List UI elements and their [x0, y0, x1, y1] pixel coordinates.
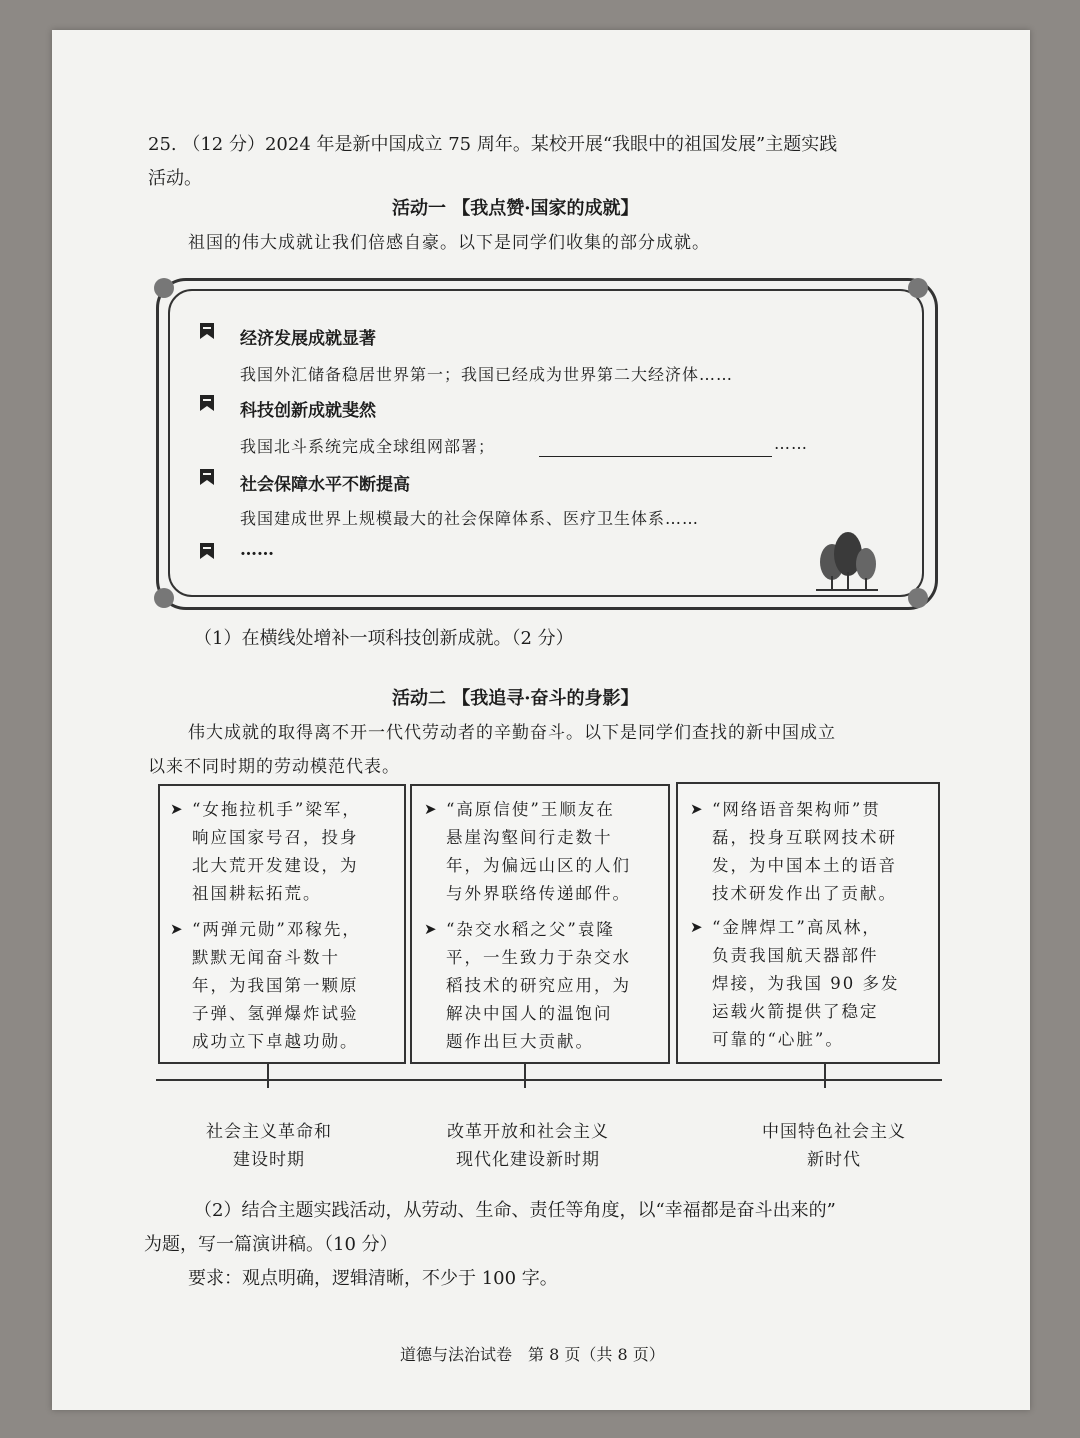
bookmark-icon: [198, 468, 216, 486]
period-label: 改革开放和社会主义 现代化建设新时期: [447, 1122, 609, 1170]
question-line-2: 活动。: [148, 168, 202, 189]
achievement-title: 经济发展成就显著: [240, 329, 376, 349]
exam-paper: [52, 30, 1030, 1410]
activity2-intro-line-2: 以来不同时期的劳动模范代表。: [148, 757, 400, 777]
achievement-text-ellipsis: ……: [774, 434, 808, 453]
trees-icon: [810, 530, 882, 594]
arrow-bullet-icon: ➤: [170, 800, 183, 818]
arrow-bullet-icon: ➤: [424, 920, 437, 938]
frame-dot-icon: [154, 588, 174, 608]
worker-description: “高原信使”王顺友在 悬崖沟壑间行走数十 年，为偏远山区的人们 与外界联络传递邮件。: [446, 800, 631, 903]
achievement-text: 我国外汇储备稳居世界第一；我国已经成为世界第二大经济体……: [240, 365, 734, 384]
frame-dot-icon: [908, 588, 928, 608]
frame-dot-icon: [908, 278, 928, 298]
arrow-bullet-icon: ➤: [170, 920, 183, 938]
achievement-text: 我国建成世界上规模最大的社会保障体系、医疗卫生体系……: [240, 509, 700, 528]
worker-description: “女拖拉机手”梁军， 响应国家号召，投身 北大荒开发建设，为 祖国耕耘拓荒。: [192, 800, 361, 903]
bookmark-icon: [198, 322, 216, 340]
bookmark-icon: [198, 394, 216, 412]
period-label: 中国特色社会主义 新时代: [762, 1122, 906, 1170]
arrow-bullet-icon: ➤: [690, 918, 703, 936]
activity1-heading: 活动一 【我点赞·国家的成就】: [392, 198, 639, 219]
sub-question-2-line-2: 为题，写一篇演讲稿。（10 分）: [144, 1234, 398, 1255]
achievement-text: 我国北斗系统完成全球组网部署；: [240, 437, 496, 456]
requirement-text: 要求：观点明确，逻辑清晰，不少于 100 字。: [188, 1268, 558, 1289]
timeline-tick: [524, 1064, 526, 1088]
activity2-heading: 活动二 【我追寻·奋斗的身影】: [392, 688, 639, 709]
achievement-title: ……: [240, 540, 274, 560]
timeline-tick: [267, 1064, 269, 1088]
period-label: 社会主义革命和 建设时期: [206, 1122, 332, 1170]
activity2-intro-line-1: 伟大成就的取得离不开一代代劳动者的辛勤奋斗。以下是同学们查找的新中国成立: [188, 723, 836, 743]
worker-description: “两弹元勋”邓稼先， 默默无闻奋斗数十 年，为我国第一颗原 子弹、氢弹爆炸试验 成功立下卓越功勋。: [192, 920, 361, 1051]
arrow-bullet-icon: ➤: [690, 800, 703, 818]
question-line-1: 25. （12 分）2024 年是新中国成立 75 周年。某校开展“我眼中的祖国发展”主题实践: [148, 134, 838, 155]
achievement-title: 社会保障水平不断提高: [240, 475, 410, 495]
frame-dot-icon: [154, 278, 174, 298]
answer-blank-line[interactable]: [539, 456, 772, 457]
bookmark-icon: [198, 542, 216, 560]
worker-description: “网络语音架构师”贯 磊，投身互联网技术研 发，为中国本土的语音 技术研发作出了贡献。: [712, 800, 897, 903]
achievement-title: 科技创新成就斐然: [240, 401, 376, 421]
worker-description: “金牌焊工”高凤林， 负责我国航天器部件 焊接，为我国 90 多发 运载火箭提供了稳定 可靠的“心脏”。: [712, 918, 900, 1049]
page-footer: 道德与法治试卷 第 8 页（共 8 页）: [400, 1345, 665, 1364]
worker-description: “杂交水稻之父”袁隆 平，一生致力于杂交水 稻技术的研究应用，为 解决中国人的温饱问 题作出巨大贡献。: [446, 920, 631, 1051]
sub-question-1: （1）在横线处增补一项科技创新成就。（2 分）: [194, 628, 574, 649]
sub-question-2-line-1: （2）结合主题实践活动，从劳动、生命、责任等角度，以“幸福都是奋斗出来的”: [194, 1200, 836, 1221]
timeline-tick: [824, 1064, 826, 1088]
activity1-intro: 祖国的伟大成就让我们倍感自豪。以下是同学们收集的部分成就。: [188, 233, 710, 253]
arrow-bullet-icon: ➤: [424, 800, 437, 818]
